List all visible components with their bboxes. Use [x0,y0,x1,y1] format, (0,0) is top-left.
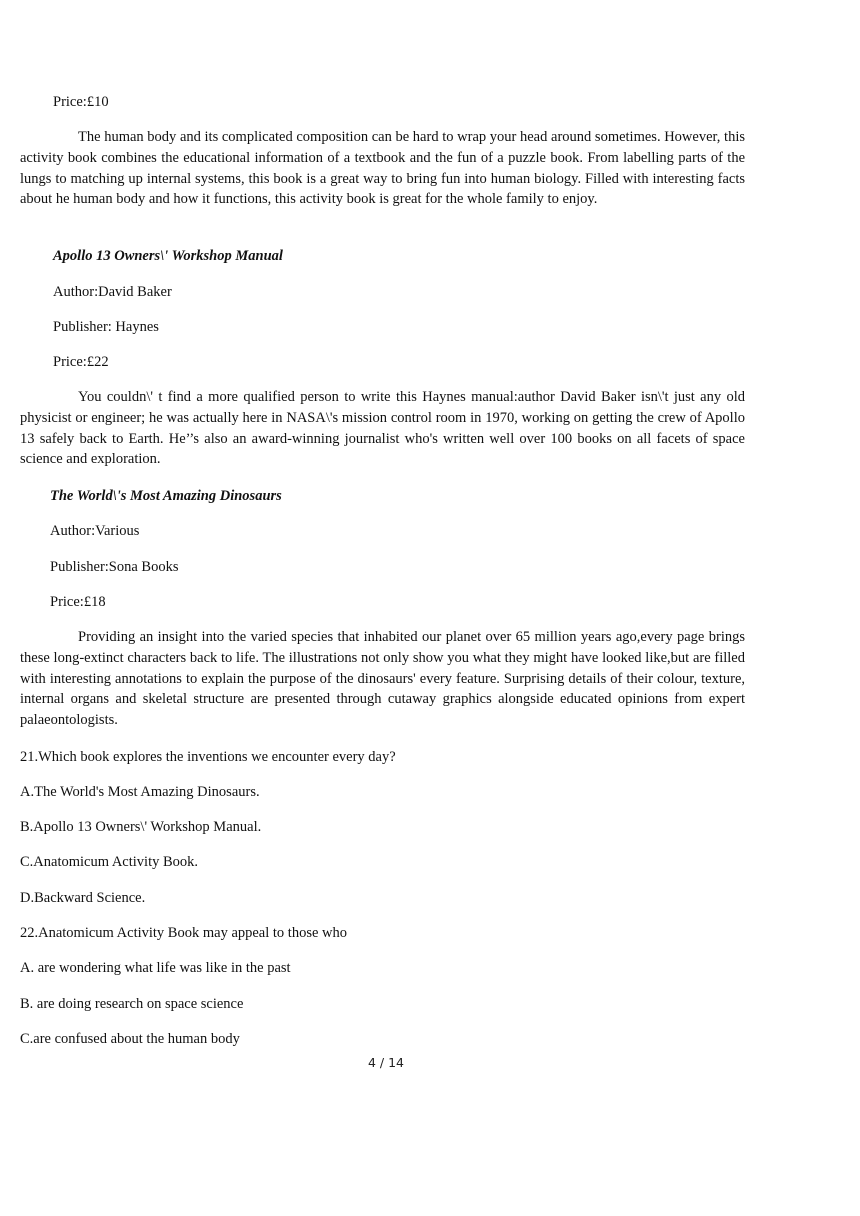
question-22: 22.Anatomicum Activity Book may appeal to those who [20,925,348,941]
book4-title: The World\'s Most Amazing Dinosaurs [50,488,282,504]
book3-publisher: Publisher: Haynes [53,319,159,335]
book4-description: Providing an insight into the varied species that inhabited our planet over 65 million years ago,every page brings these long-extinct characters back to life. The illustrations not only show you what they might have looked like,but are filled with interesting annotations to explain the purpose of the dinosaurs' every feature. Surprising details of their colour, texture, internal organs and skeletal structure are presented through cutaway graphics alongside educated opinions from expert palaeontologists. [20,629,745,729]
book4-publisher: Publisher:Sona Books [50,559,179,575]
book2-price: Price:£10 [53,94,109,110]
q21-option-b: B.Apollo 13 Owners\' Workshop Manual. [20,819,262,835]
q21-option-d: D.Backward Science. [20,890,146,906]
q22-option-b: B. are doing research on space science [20,996,244,1012]
book2-description: The human body and its complicated composition can be hard to wrap your head around sometimes. However, this activity book combines the educational information of a textbook and the fun of a puzzle book. From labelling parts of the lungs to matching up internal systems, this book is a great way to bring fun into human biology. Filled with interesting facts about he human body and how it functions, this activity book is great for the whole family to enjoy. [20,129,745,208]
q21-option-a: A.The World's Most Amazing Dinosaurs. [20,784,260,800]
q22-option-a: A. are wondering what life was like in the past [20,960,291,976]
book3-title: Apollo 13 Owners\' Workshop Manual [53,248,283,264]
q21-option-c: C.Anatomicum Activity Book. [20,854,199,870]
question-21: 21.Which book explores the inventions we encounter every day? [20,749,396,765]
book4-author: Author:Various [50,523,140,539]
q22-option-c: C.are confused about the human body [20,1031,240,1047]
book3-description: You couldn\' t find a more qualified person to write this Haynes manual:author David Baker isn\'t just any old physicist or engineer; he was actually here in NASA\'s mission control room in 1970, working on getting the crew of Apollo 13 safely back to Earth. He’’s also an award-winning journalist who's written well over 100 books on all facets of space science and exploration. [20,389,745,468]
page-number: 4 / 14 [367,1055,405,1070]
book4-price: Price:£18 [50,594,106,610]
book3-author: Author:David Baker [53,284,172,300]
book3-price: Price:£22 [53,354,109,370]
